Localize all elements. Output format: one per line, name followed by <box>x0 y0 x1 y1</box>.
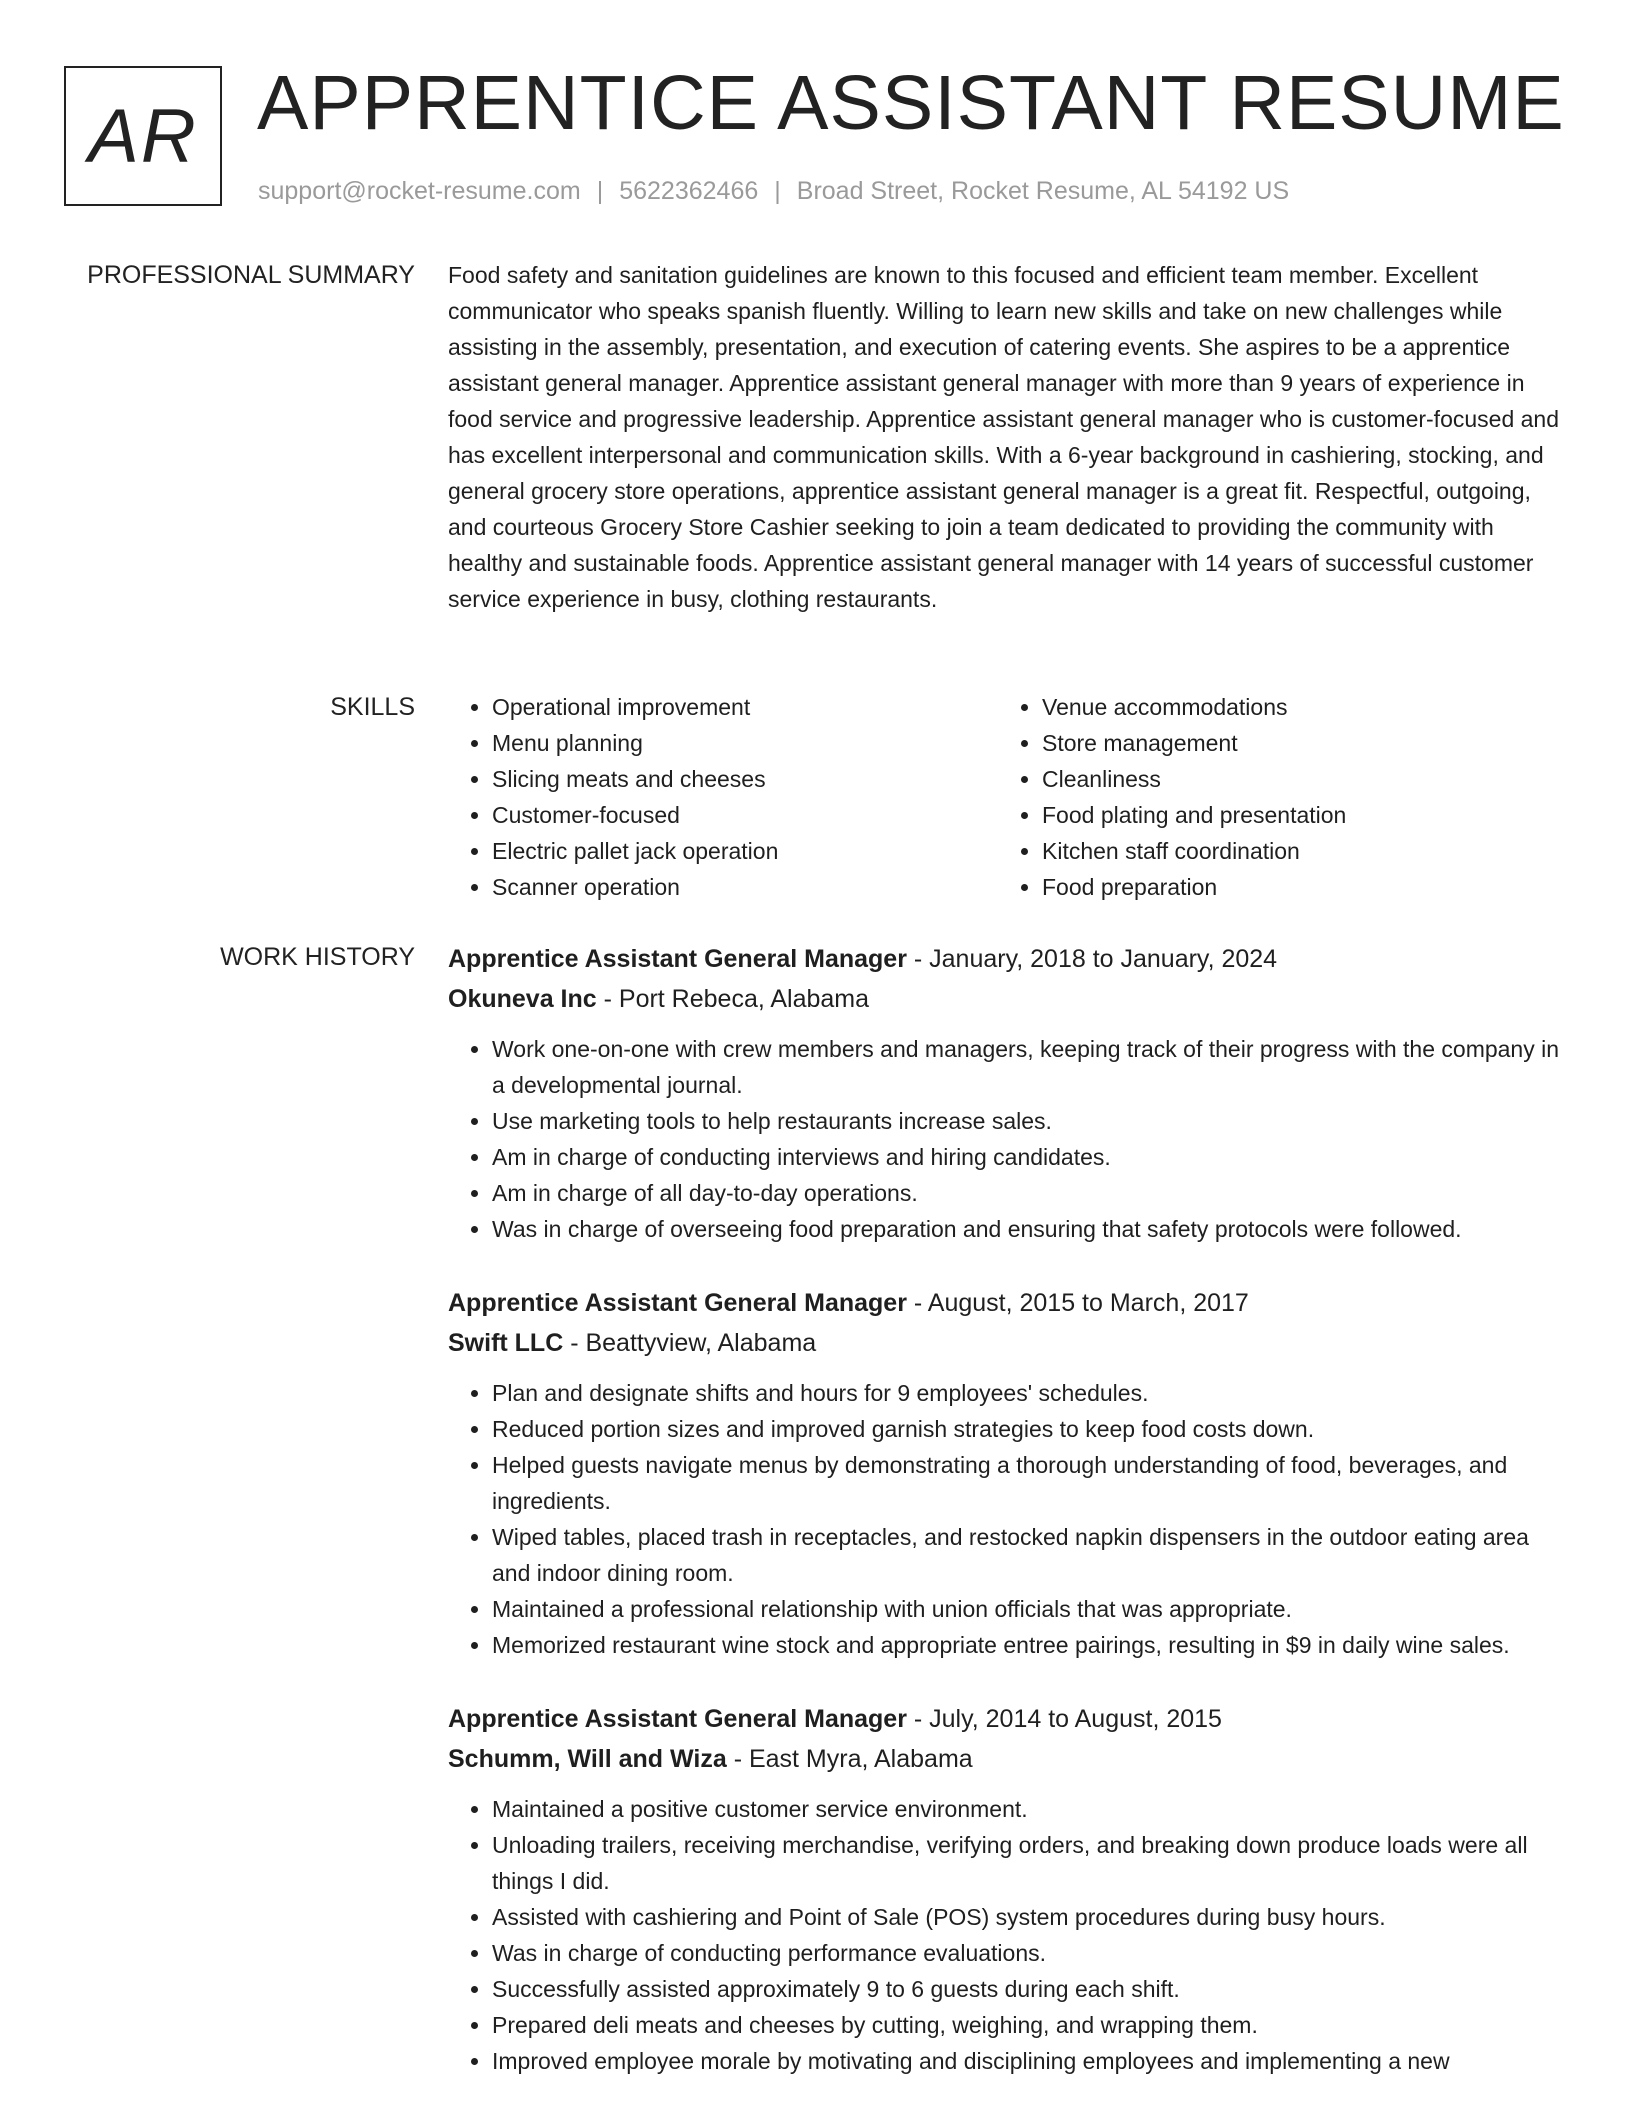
skills-grid <box>448 689 1568 905</box>
job-title: Apprentice Assistant General Manager <box>448 945 907 973</box>
summary-body <box>448 257 1568 617</box>
skill-item: • Store management <box>1042 725 1548 761</box>
job-bullets <box>448 1791 1568 2079</box>
job-location: - Port Rebeca, Alabama <box>596 985 870 1013</box>
skill-item: • Operational improvement <box>492 689 998 725</box>
job-bullet: • Maintained a positive customer service environment. <box>492 1791 1568 1827</box>
job-dates: - August, 2015 to March, 2017 <box>906 1289 1249 1317</box>
job-dates: - January, 2018 to January, 2024 <box>906 945 1278 973</box>
section-label-skills: SKILLS <box>330 693 415 721</box>
skills-list-left <box>448 689 998 905</box>
skill-item: • Food preparation <box>1042 869 1548 905</box>
job-company-line <box>448 1323 1568 1363</box>
job-entry <box>448 1699 1568 2079</box>
job-bullet: • Unloading trailers, receiving merchandise, verifying orders, and breaking down produce loads were all things I did. <box>492 1827 1568 1899</box>
job-bullets <box>448 1031 1568 1247</box>
job-bullet: • Was in charge of conducting performance evaluations. <box>492 1935 1568 1971</box>
job-bullet: • Plan and designate shifts and hours for 9 employees' schedules. <box>492 1375 1568 1411</box>
job-company: Okuneva Inc <box>448 985 597 1013</box>
job-bullet: • Assisted with cashiering and Point of Sale (POS) system procedures during busy hours. <box>492 1899 1568 1935</box>
skill-item: • Food plating and presentation <box>1042 797 1548 833</box>
contact-separator: | <box>596 177 604 205</box>
work-history-body <box>448 939 1568 2115</box>
job-entry <box>448 1283 1568 1663</box>
skill-item: • Kitchen staff coordination <box>1042 833 1548 869</box>
job-bullet: • Was in charge of overseeing food preparation and ensuring that safety protocols were followed. <box>492 1211 1568 1247</box>
job-company: Schumm, Will and Wiza <box>448 1745 727 1773</box>
job-bullet: • Successfully assisted approximately 9 to 6 guests during each shift. <box>492 1971 1568 2007</box>
job-bullet: • Maintained a professional relationship with union officials that was appropriate. <box>492 1591 1568 1627</box>
contact-email[interactable]: support@rocket-resume.com <box>258 177 581 205</box>
contact-address: Broad Street, Rocket Resume, AL 54192 US <box>796 177 1290 205</box>
job-bullet: • Improved employee morale by motivating and disciplining employees and implementing a new <box>492 2043 1568 2079</box>
job-bullet: • Helped guests navigate menus by demonstrating a thorough understanding of food, beverages, and ingredients. <box>492 1447 1568 1519</box>
job-company: Swift LLC <box>448 1329 564 1357</box>
job-bullet: • Reduced portion sizes and improved garnish strategies to keep food costs down. <box>492 1411 1568 1447</box>
skill-item: • Electric pallet jack operation <box>492 833 998 869</box>
skill-item: • Scanner operation <box>492 869 998 905</box>
skill-item: • Menu planning <box>492 725 998 761</box>
skill-item: • Cleanliness <box>1042 761 1548 797</box>
skills-list-right <box>998 689 1548 905</box>
contact-phone[interactable]: 5622362466 <box>619 177 759 205</box>
job-title: Apprentice Assistant General Manager <box>448 1289 907 1317</box>
job-bullet: • Wiped tables, placed trash in receptacles, and restocked napkin dispensers in the outdoor eating area and indoor dining room. <box>492 1519 1568 1591</box>
job-company-line <box>448 1739 1568 1779</box>
job-bullet: • Prepared deli meats and cheeses by cutting, weighing, and wrapping them. <box>492 2007 1568 2043</box>
contact-line <box>258 174 1289 208</box>
job-location: - Beattyview, Alabama <box>563 1329 817 1357</box>
job-title-line <box>448 939 1568 979</box>
monogram-badge: AR <box>64 66 222 206</box>
section-label-work-history: WORK HISTORY <box>220 943 415 971</box>
job-bullet: • Am in charge of all day-to-day operations. <box>492 1175 1568 1211</box>
job-title-line <box>448 1283 1568 1323</box>
job-title-line <box>448 1699 1568 1739</box>
section-label-summary: PROFESSIONAL SUMMARY <box>87 261 415 289</box>
job-bullet: • Am in charge of conducting interviews and hiring candidates. <box>492 1139 1568 1175</box>
skill-item: • Slicing meats and cheeses <box>492 761 998 797</box>
job-location: - East Myra, Alabama <box>726 1745 973 1773</box>
job-bullet: • Memorized restaurant wine stock and appropriate entree pairings, resulting in $9 in daily wine sales. <box>492 1627 1568 1663</box>
resume-title: APPRENTICE ASSISTANT RESUME <box>257 60 1565 146</box>
summary-text: Food safety and sanitation guidelines are known to this focused and efficient team member. Excellent communicator who speaks spanish fluently. Willing to learn new skills and take on new challenges while assisting in the assembly, presentation, and execution of catering events. She aspires to be a apprentice assistant general manager. Apprentice assistant general manager with more than 9 years of experience in food service and progressive leadership. Apprentice assistant general manager who is customer-focused and has excellent interpersonal and communication skills. With a 6-year background in cashiering, stocking, and general grocery store operations, apprentice assistant general manager is a great fit. Respectful, outgoing, and courteous Grocery Store Cashier seeking to join a team dedicated to providing the community with healthy and sustainable foods. Apprentice assistant general manager with 14 years of successful customer service experience in busy, clothing restaurants. <box>448 262 1560 612</box>
job-bullet: • Use marketing tools to help restaurants increase sales. <box>492 1103 1568 1139</box>
job-bullet: • Work one-on-one with crew members and managers, keeping track of their progress with the company in a developmental journal. <box>492 1031 1568 1103</box>
job-entry <box>448 939 1568 1247</box>
job-title: Apprentice Assistant General Manager <box>448 1705 907 1733</box>
skill-item: • Customer-focused <box>492 797 998 833</box>
job-dates: - July, 2014 to August, 2015 <box>906 1705 1222 1733</box>
contact-separator: | <box>774 177 781 205</box>
job-company-line <box>448 979 1568 1019</box>
job-bullets <box>448 1375 1568 1663</box>
skill-item: • Venue accommodations <box>1042 689 1548 725</box>
